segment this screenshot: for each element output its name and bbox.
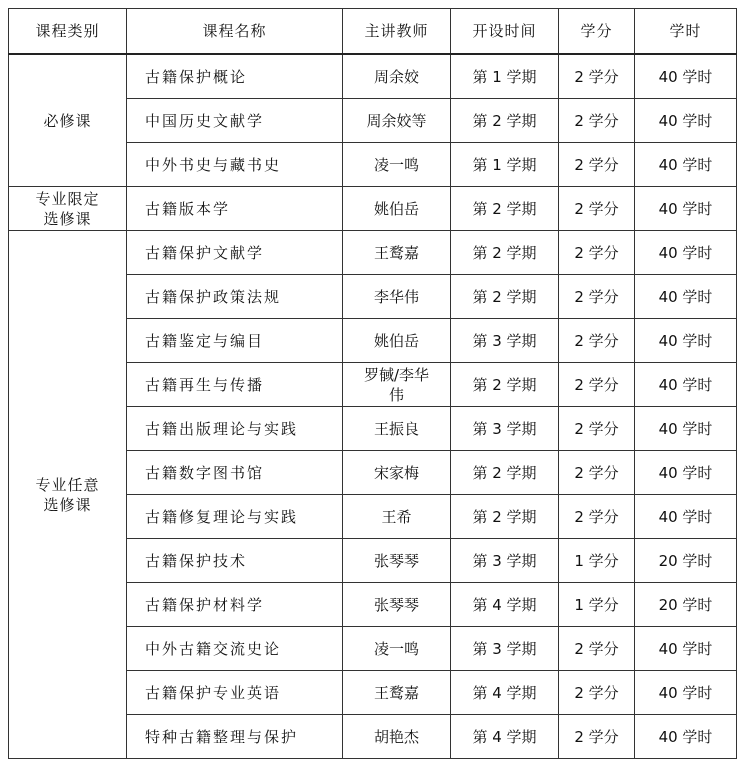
table-row	[9, 231, 737, 275]
course-term: 第 4 学期	[451, 715, 559, 759]
course-credit: 2 学分	[559, 275, 635, 319]
course-hours: 40 学时	[635, 54, 737, 99]
course-teacher: 凌一鸣	[343, 627, 451, 671]
course-name: 中外古籍交流史论	[127, 627, 343, 671]
course-term: 第 3 学期	[451, 539, 559, 583]
course-term: 第 2 学期	[451, 187, 559, 231]
course-name: 古籍数字图书馆	[127, 451, 343, 495]
course-credit: 2 学分	[559, 715, 635, 759]
course-credit: 2 学分	[559, 54, 635, 99]
course-teacher: 李华伟	[343, 275, 451, 319]
course-name: 古籍保护政策法规	[127, 275, 343, 319]
course-term: 第 2 学期	[451, 451, 559, 495]
course-hours: 20 学时	[635, 539, 737, 583]
course-credit: 2 学分	[559, 319, 635, 363]
course-teacher: 姚伯岳	[343, 187, 451, 231]
header-term: 开设时间	[451, 9, 559, 55]
course-name: 古籍再生与传播	[127, 363, 343, 407]
course-term: 第 2 学期	[451, 275, 559, 319]
course-teacher: 王振良	[343, 407, 451, 451]
course-name: 古籍修复理论与实践	[127, 495, 343, 539]
course-table-body	[9, 54, 737, 759]
course-credit: 2 学分	[559, 407, 635, 451]
header-hours: 学时	[635, 9, 737, 55]
course-teacher: 凌一鸣	[343, 143, 451, 187]
course-credit: 2 学分	[559, 231, 635, 275]
category-restricted-elective: 专业限定选修课	[9, 187, 127, 231]
header-row	[9, 9, 737, 55]
course-term: 第 4 学期	[451, 671, 559, 715]
course-hours: 40 学时	[635, 363, 737, 407]
course-name: 古籍版本学	[127, 187, 343, 231]
course-name: 古籍鉴定与编目	[127, 319, 343, 363]
course-teacher: 罗戫/李华伟	[343, 363, 451, 407]
course-hours: 40 学时	[635, 715, 737, 759]
course-teacher: 周余姣	[343, 54, 451, 99]
header-course-name: 课程名称	[127, 9, 343, 55]
header-category: 课程类别	[9, 9, 127, 55]
course-hours: 40 学时	[635, 275, 737, 319]
table-row	[9, 54, 737, 99]
course-name: 中外书史与藏书史	[127, 143, 343, 187]
header-credit: 学分	[559, 9, 635, 55]
course-term: 第 1 学期	[451, 143, 559, 187]
category-free-elective: 专业任意选修课	[9, 231, 127, 759]
course-credit: 1 学分	[559, 583, 635, 627]
course-term: 第 3 学期	[451, 627, 559, 671]
course-table	[8, 8, 737, 759]
course-term: 第 2 学期	[451, 363, 559, 407]
course-term: 第 1 学期	[451, 54, 559, 99]
course-hours: 20 学时	[635, 583, 737, 627]
course-hours: 40 学时	[635, 451, 737, 495]
course-name: 古籍出版理论与实践	[127, 407, 343, 451]
course-term: 第 3 学期	[451, 319, 559, 363]
course-teacher: 王鹜嘉	[343, 671, 451, 715]
course-teacher: 王鹜嘉	[343, 231, 451, 275]
course-credit: 2 学分	[559, 187, 635, 231]
course-hours: 40 学时	[635, 407, 737, 451]
course-hours: 40 学时	[635, 187, 737, 231]
course-teacher: 张琴琴	[343, 539, 451, 583]
course-term: 第 2 学期	[451, 495, 559, 539]
course-name: 古籍保护材料学	[127, 583, 343, 627]
course-credit: 2 学分	[559, 451, 635, 495]
category-required: 必修课	[9, 54, 127, 187]
course-teacher: 周余姣等	[343, 99, 451, 143]
course-term: 第 2 学期	[451, 231, 559, 275]
course-name: 古籍保护技术	[127, 539, 343, 583]
course-term: 第 2 学期	[451, 99, 559, 143]
course-hours: 40 学时	[635, 671, 737, 715]
course-name: 中国历史文献学	[127, 99, 343, 143]
table-row	[9, 187, 737, 231]
course-hours: 40 学时	[635, 627, 737, 671]
course-name: 古籍保护专业英语	[127, 671, 343, 715]
course-hours: 40 学时	[635, 495, 737, 539]
header-teacher: 主讲教师	[343, 9, 451, 55]
course-credit: 2 学分	[559, 143, 635, 187]
course-teacher: 张琴琴	[343, 583, 451, 627]
course-term: 第 3 学期	[451, 407, 559, 451]
course-name: 特种古籍整理与保护	[127, 715, 343, 759]
course-teacher: 姚伯岳	[343, 319, 451, 363]
course-credit: 2 学分	[559, 627, 635, 671]
course-hours: 40 学时	[635, 231, 737, 275]
course-teacher: 胡艳杰	[343, 715, 451, 759]
course-credit: 2 学分	[559, 495, 635, 539]
course-hours: 40 学时	[635, 99, 737, 143]
course-term: 第 4 学期	[451, 583, 559, 627]
course-teacher: 宋家梅	[343, 451, 451, 495]
course-credit: 2 学分	[559, 363, 635, 407]
course-name: 古籍保护文献学	[127, 231, 343, 275]
course-hours: 40 学时	[635, 143, 737, 187]
course-teacher: 王希	[343, 495, 451, 539]
course-credit: 2 学分	[559, 99, 635, 143]
course-credit: 1 学分	[559, 539, 635, 583]
course-credit: 2 学分	[559, 671, 635, 715]
course-name: 古籍保护概论	[127, 54, 343, 99]
course-hours: 40 学时	[635, 319, 737, 363]
